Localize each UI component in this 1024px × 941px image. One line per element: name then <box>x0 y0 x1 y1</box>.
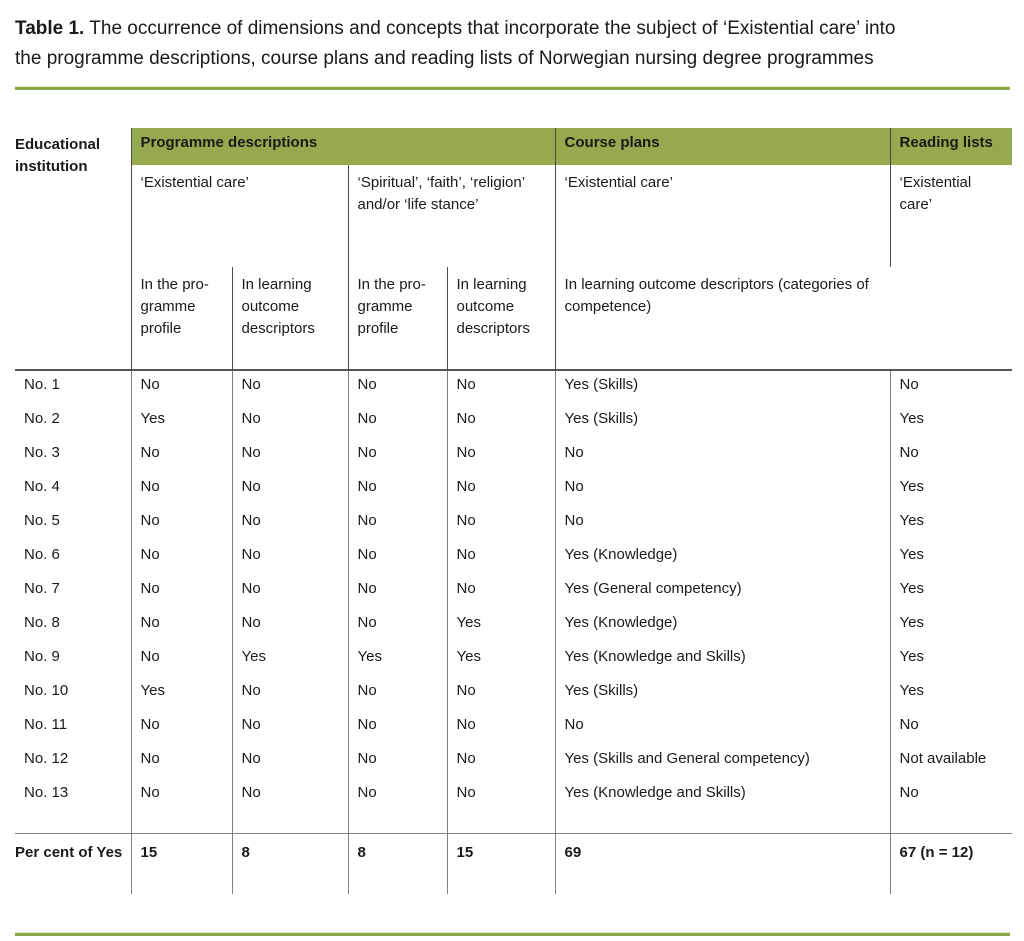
bottom-rule <box>15 932 1010 936</box>
summary-cell: 8 <box>232 834 348 895</box>
table-row <box>15 473 1012 507</box>
institution-cell: No. 5 <box>15 507 131 541</box>
table-caption-text: The occurrence of dimensions and concepts that incorporate the subject of ‘Existential care’ into the programme descriptions, course plans and reading lists of Norwegian nursing degree programmes <box>15 18 896 69</box>
spacer-row <box>15 813 1012 834</box>
table-cell: No <box>131 609 232 643</box>
table-cell: Yes <box>447 643 555 677</box>
group-header-reading-lists: Reading lists <box>890 128 1012 165</box>
column-header-cp-outcome-descriptors: In learning outcome descriptors (categories of competence) <box>555 267 890 370</box>
summary-cell: 8 <box>348 834 447 895</box>
dimension-header-pd-spiritual-faith: ‘Spiritual’, ‘faith’, ‘religion’ and/or ‘life stance’ <box>348 165 555 267</box>
institution-cell: No. 13 <box>15 779 131 813</box>
table-cell: Yes <box>899 478 925 495</box>
table-cell: No <box>899 376 919 393</box>
table-cell: No <box>348 541 447 575</box>
table-row <box>15 711 1012 745</box>
table-cell: No <box>232 779 348 813</box>
table-cell: No <box>348 745 447 779</box>
summary-cell: 67 (n = 12) <box>890 834 1012 895</box>
table-cell: No <box>131 439 232 473</box>
table-cell: Yes (Skills) <box>555 370 890 405</box>
table-row <box>15 370 1012 405</box>
summary-label: Per cent of Yes <box>15 834 131 895</box>
table-cell: Yes (Knowledge) <box>555 609 890 643</box>
table-cell: No <box>899 716 919 733</box>
table-cell: Yes <box>899 580 925 597</box>
table-cell: No <box>348 609 447 643</box>
table-cell: No <box>447 575 555 609</box>
institution-cell: No. 3 <box>15 439 131 473</box>
table-cell: Yes (Skills) <box>555 405 890 439</box>
column-header-pd-sp-programme-profile: In the pro-gramme profile <box>348 267 447 370</box>
table-cell: Yes (Skills) <box>555 677 890 711</box>
table-cell: No <box>447 677 555 711</box>
existential-care-table <box>15 128 1012 894</box>
table-cell: No <box>131 643 232 677</box>
table-cell: No <box>899 444 919 461</box>
table-cell: Yes <box>232 643 348 677</box>
table-cell: No <box>131 779 232 813</box>
table-cell: No <box>131 507 232 541</box>
table-row <box>15 541 1012 575</box>
column-header-row <box>15 267 1012 370</box>
table-row <box>15 575 1012 609</box>
table-cell: Yes <box>131 405 232 439</box>
table-cell: No <box>232 439 348 473</box>
table-cell: No <box>348 779 447 813</box>
table-cell: No <box>232 609 348 643</box>
table-cell: No <box>447 439 555 473</box>
table-cell: No <box>348 370 447 405</box>
column-header-pd-ec-programme-profile: In the pro-gramme profile <box>131 267 232 370</box>
table-cell: No <box>348 439 447 473</box>
table-cell: Yes (Knowledge and Skills) <box>555 779 890 813</box>
table-row <box>15 779 1012 813</box>
table-cell: No <box>131 575 232 609</box>
table-cell: No <box>555 439 890 473</box>
column-header-pd-sp-outcome-descriptors: In learning outcome descriptors <box>447 267 555 370</box>
top-rule <box>15 86 1010 90</box>
table-cell: No <box>232 473 348 507</box>
institution-cell: No. 7 <box>15 575 131 609</box>
table-cell: No <box>232 677 348 711</box>
table-row <box>15 677 1012 711</box>
table-cell: No <box>348 711 447 745</box>
table-cell: Yes <box>899 410 925 427</box>
dimension-header-row <box>15 165 1012 267</box>
table-cell: Yes <box>447 609 555 643</box>
table-caption-label: Table 1. <box>15 18 85 39</box>
table-cell: No <box>131 541 232 575</box>
table-cell: Yes <box>899 682 925 699</box>
table-cell: Yes <box>348 643 447 677</box>
institution-cell: No. 1 <box>15 370 131 405</box>
table-caption <box>15 14 927 74</box>
table-cell: No <box>555 473 890 507</box>
corner-header-educational-institution: Educational institution <box>15 128 131 370</box>
institution-cell: No. 8 <box>15 609 131 643</box>
table-row <box>15 405 1012 439</box>
table-cell: No <box>348 473 447 507</box>
table-cell: Yes (Skills and General competency) <box>555 745 890 779</box>
dimension-header-rl-existential-care: ‘Existential care’ <box>890 165 1012 370</box>
table-cell: Yes <box>899 546 925 563</box>
table-cell: No <box>447 745 555 779</box>
table-cell: No <box>447 405 555 439</box>
table-row <box>15 439 1012 473</box>
table-cell: No <box>447 779 555 813</box>
table-cell: No <box>555 711 890 745</box>
table-cell: No <box>232 575 348 609</box>
table-cell: No <box>899 784 919 801</box>
table-cell: No <box>447 711 555 745</box>
institution-cell: No. 6 <box>15 541 131 575</box>
column-header-pd-ec-outcome-descriptors: In learning outcome descriptors <box>232 267 348 370</box>
table-cell: No <box>232 405 348 439</box>
institution-cell: No. 2 <box>15 405 131 439</box>
table-row <box>15 745 1012 779</box>
group-header-programme-descriptions: Programme descriptions <box>131 128 555 165</box>
table-cell: Yes <box>131 677 232 711</box>
dimension-header-cp-existential-care: ‘Existential care’ <box>555 165 890 267</box>
table-cell: No <box>232 370 348 405</box>
institution-cell: No. 10 <box>15 677 131 711</box>
table-cell: Yes <box>899 512 925 529</box>
table-cell: Yes (Knowledge and Skills) <box>555 643 890 677</box>
table-cell: No <box>131 745 232 779</box>
table-cell: Not available <box>899 750 987 767</box>
table-cell: No <box>447 370 555 405</box>
table-cell: No <box>447 541 555 575</box>
table-row <box>15 609 1012 643</box>
group-header-course-plans: Course plans <box>555 128 890 165</box>
table-cell: No <box>131 370 232 405</box>
table-cell: Yes <box>899 648 925 665</box>
table-cell: Yes (General competency) <box>555 575 890 609</box>
summary-cell: 15 <box>447 834 555 895</box>
group-header-row <box>15 128 1012 165</box>
table-cell: No <box>232 745 348 779</box>
table-cell: No <box>348 575 447 609</box>
table-cell: No <box>447 473 555 507</box>
institution-cell: No. 9 <box>15 643 131 677</box>
table-cell: No <box>131 711 232 745</box>
table-cell: No <box>555 507 890 541</box>
institution-cell: No. 11 <box>15 711 131 745</box>
institution-cell: No. 12 <box>15 745 131 779</box>
table-cell: Yes (Knowledge) <box>555 541 890 575</box>
table-cell: No <box>348 405 447 439</box>
table-cell: Yes <box>899 614 925 631</box>
table-row <box>15 507 1012 541</box>
table-cell: No <box>232 541 348 575</box>
table-row <box>15 643 1012 677</box>
summary-cell: 15 <box>131 834 232 895</box>
institution-cell: No. 4 <box>15 473 131 507</box>
dimension-header-pd-existential-care: ‘Existential care’ <box>131 165 348 267</box>
summary-row <box>15 834 1012 895</box>
summary-cell: 69 <box>555 834 890 895</box>
table-cell: No <box>348 507 447 541</box>
table-cell: No <box>232 507 348 541</box>
table-cell: No <box>131 473 232 507</box>
table-cell: No <box>348 677 447 711</box>
table-cell: No <box>447 507 555 541</box>
table-cell: No <box>232 711 348 745</box>
